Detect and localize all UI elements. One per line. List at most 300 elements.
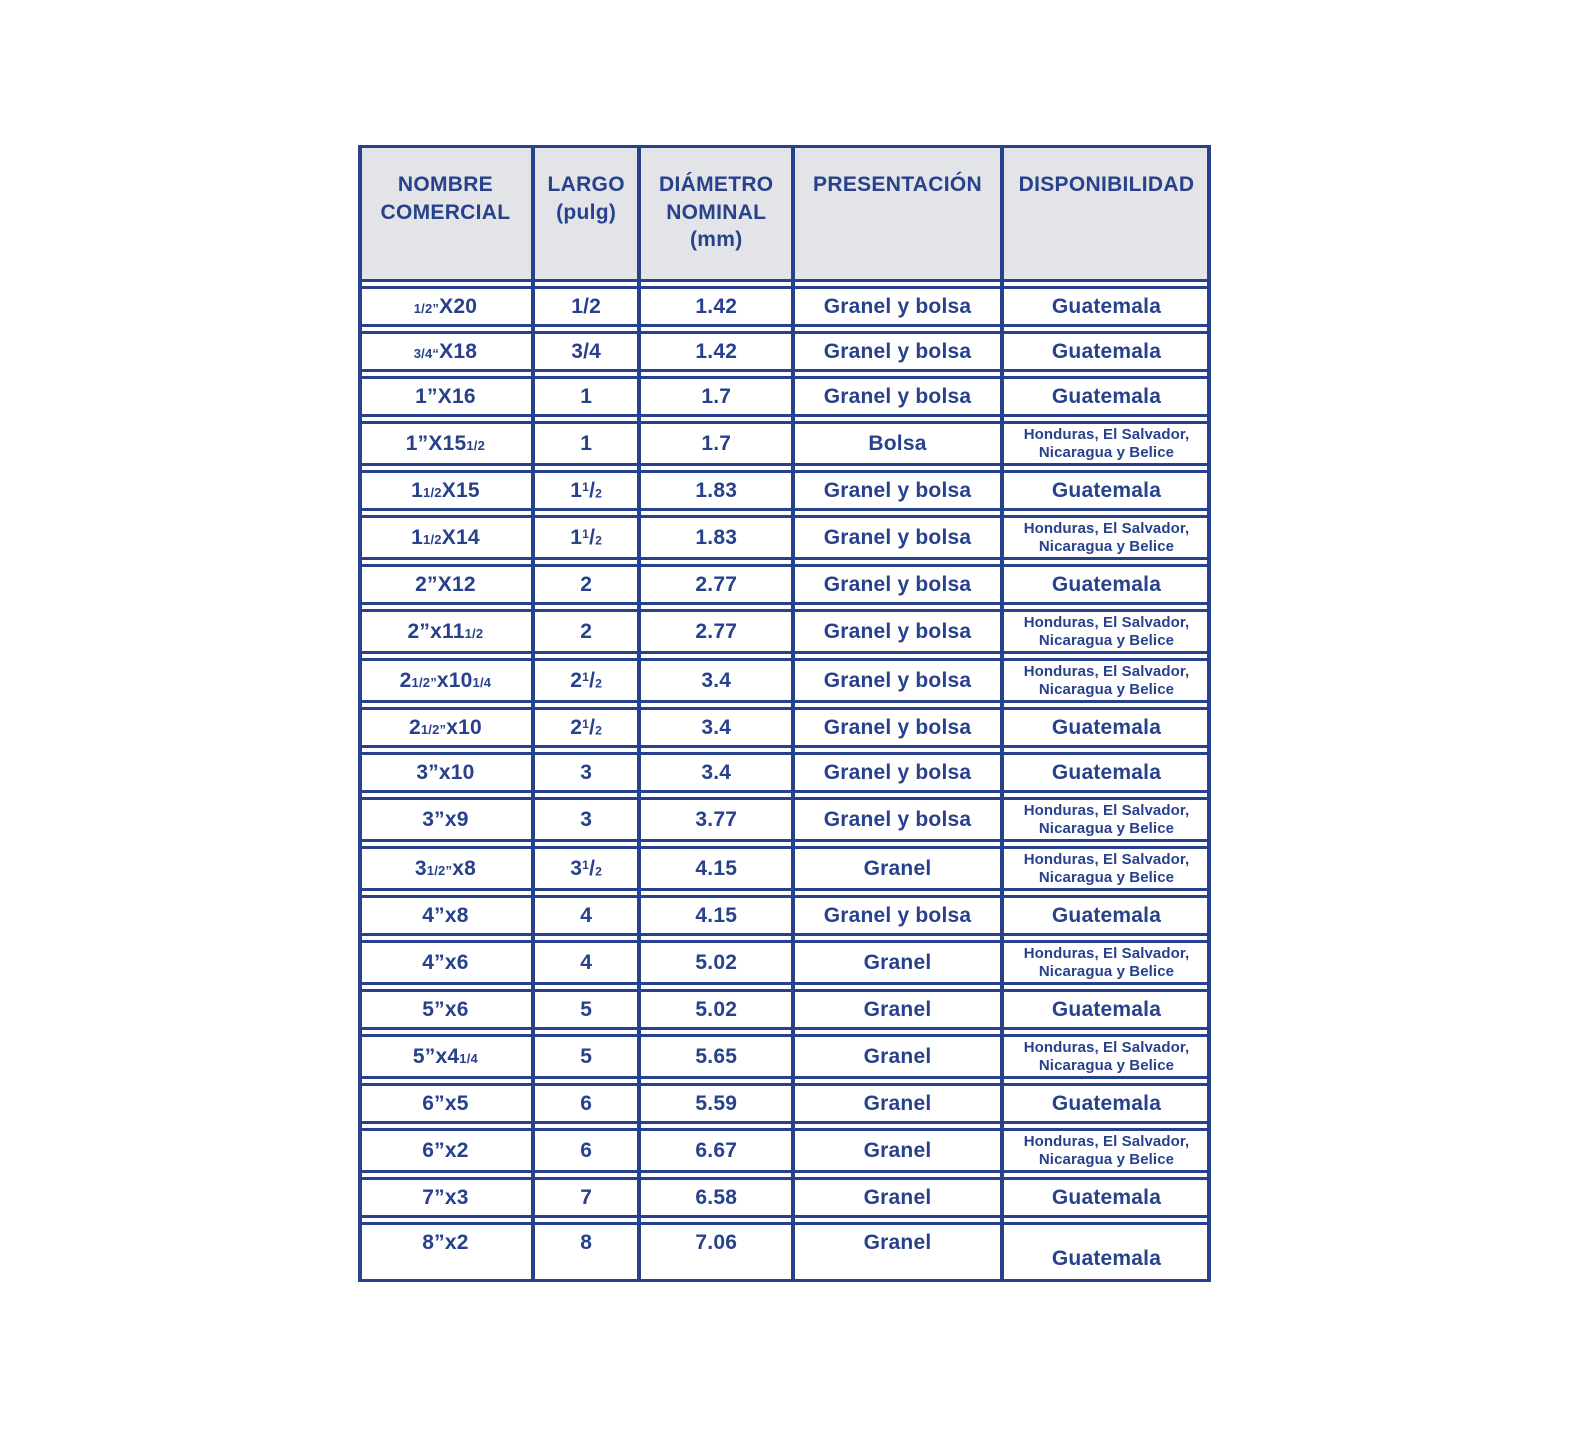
text-segment: 5.65 [695, 1044, 738, 1068]
text-segment: 3.4 [701, 668, 732, 692]
text-segment: 2 [595, 532, 603, 547]
cell-text [415, 385, 476, 409]
cell-text [824, 904, 972, 928]
table-row [358, 658, 1211, 703]
cell-diametro [639, 379, 793, 414]
cell-presentacion [793, 424, 1002, 463]
table-row [358, 707, 1211, 748]
cell-disponibilidad [1002, 661, 1211, 700]
availability-line: Honduras, El Salvador, [1023, 851, 1190, 869]
text-segment: 1”X15 [405, 431, 467, 455]
cell-text [570, 526, 602, 550]
cell-presentacion [793, 710, 1002, 745]
cell-text [570, 479, 602, 503]
text-segment: 2 [580, 572, 593, 596]
text-segment: 1/2 [464, 625, 484, 641]
cell-text [422, 904, 468, 928]
cell-diametro [639, 943, 793, 982]
text-segment: 5 [580, 997, 593, 1021]
table-right-border [1207, 145, 1211, 1282]
cell-text [422, 1139, 468, 1163]
text-segment: 1.7 [701, 384, 732, 408]
text-segment: 1/2 [423, 484, 442, 500]
cell-text [409, 716, 482, 740]
text-segment: 2 [570, 668, 583, 692]
cell-text [864, 998, 932, 1022]
cell-text [695, 1092, 737, 1116]
cell-text [422, 1186, 468, 1210]
cell-nombre [358, 1086, 533, 1121]
text-segment: 3.77 [695, 807, 738, 831]
text-segment: 4 [580, 950, 593, 974]
cell-disponibilidad [1002, 424, 1211, 463]
cell-text [400, 669, 492, 693]
availability-line: Nicaragua y Belice [1038, 868, 1175, 886]
cell-presentacion [793, 943, 1002, 982]
cell-largo [533, 473, 640, 508]
text-segment: x10 [436, 668, 473, 692]
text-segment: 1.83 [695, 478, 738, 502]
cell-presentacion [793, 289, 1002, 324]
cell-presentacion [793, 800, 1002, 839]
text-segment: Granel [863, 997, 932, 1021]
text-segment: 2 [570, 715, 583, 739]
cell-diametro [639, 567, 793, 602]
cell-nombre [358, 379, 533, 414]
text-segment: 6”x2 [422, 1138, 469, 1162]
text-segment: 1/2” [411, 674, 437, 690]
table-row [358, 940, 1211, 985]
text-segment: Granel y bolsa [823, 339, 972, 363]
availability-line: Honduras, El Salvador, [1023, 520, 1190, 538]
text-segment: Granel y bolsa [823, 525, 972, 549]
cell-presentacion [793, 1180, 1002, 1215]
availability-line: Honduras, El Salvador, [1023, 945, 1190, 963]
cell-text [570, 716, 602, 740]
text-segment: Granel y bolsa [823, 572, 972, 596]
text-segment: 4”x8 [422, 903, 469, 927]
cell-presentacion [793, 755, 1002, 790]
cell-text [580, 998, 592, 1022]
cell-text [695, 295, 737, 319]
cell-nombre [358, 518, 533, 557]
cell-disponibilidad [1002, 379, 1211, 414]
cell-nombre [358, 710, 533, 745]
cell-disponibilidad [1002, 334, 1211, 369]
cell-text [580, 620, 592, 644]
cell-text [824, 669, 972, 693]
text-segment: X18 [439, 339, 478, 363]
text-segment: 1 [411, 478, 424, 502]
cell-nombre [358, 473, 533, 508]
cell-largo [533, 1086, 640, 1121]
header-line: COMERCIAL [380, 200, 511, 224]
table-row [358, 1128, 1211, 1173]
text-segment: 7”x3 [422, 1185, 469, 1209]
cell-text [695, 808, 737, 832]
text-segment: 2 [595, 485, 603, 500]
cell-diametro [639, 289, 793, 324]
cell-text [701, 432, 731, 456]
cell-diametro [639, 1086, 793, 1121]
cell-text [580, 1139, 592, 1163]
text-segment: Granel [863, 1231, 932, 1254]
cell-largo [533, 567, 640, 602]
text-segment: 8 [580, 1231, 593, 1254]
cell-text [695, 526, 737, 550]
cell-text [580, 808, 592, 832]
text-segment: 1.7 [701, 431, 732, 455]
text-segment: Granel y bolsa [823, 384, 972, 408]
cell-disponibilidad [1002, 755, 1211, 790]
table-row [358, 989, 1211, 1030]
text-segment: 5”x4 [412, 1044, 460, 1068]
cell-disponibilidad [1002, 943, 1211, 982]
cell-text [824, 761, 972, 785]
text-segment: 7.06 [695, 1231, 738, 1254]
table-row [358, 470, 1211, 511]
cell-presentacion [793, 612, 1002, 651]
cell-text [695, 998, 737, 1022]
text-segment: 1.83 [695, 525, 738, 549]
cell-presentacion [793, 992, 1002, 1027]
text-segment: Bolsa [868, 431, 927, 455]
cell-largo [533, 1037, 640, 1076]
header-line: NOMINAL [666, 200, 767, 224]
text-segment: 1/2 [571, 294, 602, 318]
cell-largo [533, 800, 640, 839]
cell-presentacion [793, 334, 1002, 369]
cell-diametro [639, 424, 793, 463]
cell-text [580, 1045, 592, 1069]
cell-text [824, 808, 972, 832]
text-segment: / [589, 856, 596, 880]
cell-text [695, 340, 737, 364]
cell-text [864, 1231, 932, 1255]
text-segment: 5.02 [695, 997, 738, 1021]
text-segment: 3.4 [701, 760, 732, 784]
cell-diametro [639, 1225, 793, 1279]
cell-diametro [639, 1037, 793, 1076]
cell-nombre [358, 849, 533, 888]
availability-line: Honduras, El Salvador, [1023, 663, 1190, 681]
cell-text [824, 340, 972, 364]
cell-text [695, 1231, 737, 1255]
text-segment: 1.42 [695, 339, 738, 363]
cell-largo [533, 1180, 640, 1215]
cell-text [422, 1231, 468, 1255]
availability-line: Guatemala [1051, 760, 1162, 784]
table-row [358, 846, 1211, 891]
text-segment: 3 [414, 856, 427, 880]
availability-line: Nicaragua y Belice [1038, 680, 1175, 698]
text-segment: 1/4 [459, 1050, 478, 1066]
cell-text [422, 808, 468, 832]
text-segment: Granel y bolsa [823, 294, 972, 318]
cell-presentacion [793, 1225, 1002, 1279]
availability-line: Guatemala [1051, 715, 1162, 739]
text-segment: Granel [863, 1185, 932, 1209]
availability-line: Guatemala [1051, 572, 1162, 596]
text-segment: 1”X16 [415, 384, 476, 408]
cell-disponibilidad [1002, 710, 1211, 745]
cell-text [868, 432, 926, 456]
header-line: NOMBRE [397, 173, 493, 196]
header-nombre [358, 148, 533, 279]
availability-line: Nicaragua y Belice [1038, 962, 1175, 980]
text-segment: X15 [441, 478, 480, 502]
availability-line: Honduras, El Salvador, [1023, 1039, 1190, 1057]
cell-text [864, 951, 932, 975]
cell-diametro [639, 800, 793, 839]
cell-text [406, 432, 485, 456]
cell-disponibilidad [1002, 1180, 1211, 1215]
cell-nombre [358, 567, 533, 602]
text-segment: X14 [441, 525, 480, 549]
cell-text [571, 295, 601, 319]
cell-disponibilidad [1002, 1131, 1211, 1170]
column-divider [637, 145, 641, 1282]
cell-text [701, 716, 731, 740]
availability-line: Guatemala [1051, 1091, 1162, 1115]
text-segment: Granel [863, 1091, 932, 1115]
cell-nombre [358, 661, 533, 700]
table-left-border [358, 145, 362, 1282]
text-segment: 3 [580, 760, 593, 784]
cell-text [408, 620, 484, 644]
text-segment: 1 [582, 479, 590, 494]
availability-line: Guatemala [1051, 478, 1162, 502]
cell-text [580, 385, 592, 409]
text-segment: 3”x10 [416, 760, 475, 784]
cell-text [580, 951, 592, 975]
cell-text [695, 1045, 737, 1069]
cell-nombre [358, 898, 533, 933]
text-segment: 6 [580, 1091, 593, 1115]
cell-text [571, 340, 601, 364]
availability-line: Guatemala [1051, 294, 1162, 318]
cell-disponibilidad [1002, 849, 1211, 888]
cell-diametro [639, 992, 793, 1027]
column-divider [791, 145, 795, 1282]
cell-presentacion [793, 379, 1002, 414]
text-segment: 1/2 [423, 531, 442, 547]
cell-largo [533, 612, 640, 651]
cell-text [580, 432, 592, 456]
cell-disponibilidad [1002, 1225, 1211, 1279]
cell-text [695, 1186, 737, 1210]
cell-diametro [639, 473, 793, 508]
text-segment: Granel [863, 950, 932, 974]
cell-largo [533, 755, 640, 790]
text-segment: Granel [863, 856, 932, 880]
cell-nombre [358, 334, 533, 369]
cell-text [824, 573, 972, 597]
header-line: DIÁMETRO [659, 173, 774, 196]
cell-text [422, 951, 468, 975]
cell-nombre [358, 992, 533, 1027]
cell-text [580, 573, 592, 597]
text-segment: x8 [452, 856, 476, 880]
cell-text [864, 1139, 932, 1163]
cell-presentacion [793, 1131, 1002, 1170]
cell-nombre [358, 1037, 533, 1076]
cell-text [416, 761, 474, 785]
header-diametro [639, 148, 793, 279]
table-row [358, 286, 1211, 327]
cell-largo [533, 992, 640, 1027]
text-segment: 2”x11 [407, 619, 465, 643]
text-segment: 2”X12 [415, 572, 476, 596]
cell-text [864, 1045, 932, 1069]
product-spec-table [358, 145, 1211, 1282]
text-segment: 2.77 [695, 619, 738, 643]
text-segment: 3 [570, 856, 583, 880]
availability-line: Nicaragua y Belice [1038, 537, 1175, 555]
text-segment: 2 [399, 668, 412, 692]
text-segment: X20 [439, 294, 478, 318]
text-segment: Granel y bolsa [823, 478, 972, 502]
cell-text [701, 669, 731, 693]
text-segment: 2 [580, 619, 593, 643]
cell-text [422, 1092, 468, 1116]
text-segment: 6.58 [695, 1185, 738, 1209]
cell-text [580, 1186, 592, 1210]
text-segment: / [589, 668, 596, 692]
cell-text [864, 857, 932, 881]
cell-disponibilidad [1002, 898, 1211, 933]
availability-line: Guatemala [1051, 384, 1162, 408]
cell-nombre [358, 800, 533, 839]
text-segment: 1.42 [695, 294, 738, 318]
cell-text [824, 620, 972, 644]
availability-line: Nicaragua y Belice [1038, 1150, 1175, 1168]
cell-disponibilidad [1002, 992, 1211, 1027]
cell-nombre [358, 1180, 533, 1215]
cell-text [411, 526, 480, 550]
cell-diametro [639, 1131, 793, 1170]
cell-text [580, 1092, 592, 1116]
text-segment: 1/2” [420, 721, 447, 737]
cell-text [824, 526, 972, 550]
cell-disponibilidad [1002, 289, 1211, 324]
cell-text [695, 620, 737, 644]
cell-largo [533, 710, 640, 745]
text-segment: 1/2” [413, 300, 440, 316]
cell-text [695, 1139, 737, 1163]
cell-presentacion [793, 849, 1002, 888]
text-segment: 3.4 [701, 715, 732, 739]
header-disponibilidad [1002, 148, 1211, 279]
text-segment: 1 [582, 669, 590, 684]
text-segment: 1 [580, 384, 593, 408]
text-segment: 2 [595, 675, 603, 690]
cell-largo [533, 424, 640, 463]
cell-diametro [639, 661, 793, 700]
availability-line: Nicaragua y Belice [1038, 631, 1175, 649]
cell-largo [533, 661, 640, 700]
availability-line: Honduras, El Salvador, [1023, 1133, 1190, 1151]
table-row [358, 1034, 1211, 1079]
cell-presentacion [793, 1037, 1002, 1076]
table-row [358, 1083, 1211, 1124]
text-segment: / [589, 525, 596, 549]
availability-line: Honduras, El Salvador, [1023, 426, 1190, 444]
table-row [358, 1222, 1211, 1282]
cell-disponibilidad [1002, 612, 1211, 651]
header-line: PRESENTACIÓN [813, 173, 982, 196]
availability-line: Honduras, El Salvador, [1023, 802, 1190, 820]
cell-diametro [639, 710, 793, 745]
cell-text [695, 951, 737, 975]
availability-line: Nicaragua y Belice [1038, 1056, 1175, 1074]
text-segment: Granel y bolsa [823, 668, 972, 692]
header-presentacion [793, 148, 1002, 279]
cell-diametro [639, 849, 793, 888]
table-row [358, 376, 1211, 417]
cell-text [413, 1045, 478, 1069]
cell-text [824, 385, 972, 409]
text-segment: 1/4 [472, 674, 492, 690]
text-segment: Granel y bolsa [823, 807, 972, 831]
text-segment: 6.67 [695, 1138, 738, 1162]
text-segment: 1 [580, 431, 593, 455]
text-segment: 4.15 [695, 903, 738, 927]
text-segment: 8”x2 [422, 1231, 469, 1254]
text-segment: 1/2 [466, 437, 486, 453]
text-segment: 3/4“ [413, 345, 440, 361]
availability-line: Guatemala [1051, 997, 1162, 1021]
cell-nombre [358, 943, 533, 982]
cell-presentacion [793, 567, 1002, 602]
cell-largo [533, 849, 640, 888]
cell-text [414, 340, 477, 364]
availability-line: Honduras, El Salvador, [1023, 614, 1190, 632]
availability-line: Guatemala [1051, 1185, 1162, 1209]
cell-presentacion [793, 898, 1002, 933]
cell-disponibilidad [1002, 1086, 1211, 1121]
cell-diametro [639, 898, 793, 933]
text-segment: x10 [446, 715, 482, 739]
availability-line: Guatemala [1051, 903, 1162, 927]
cell-text [695, 857, 737, 881]
cell-text [864, 1186, 932, 1210]
cell-disponibilidad [1002, 567, 1211, 602]
cell-text [695, 904, 737, 928]
table-row [358, 797, 1211, 842]
text-segment: 5 [580, 1044, 593, 1068]
cell-largo [533, 334, 640, 369]
cell-text [701, 761, 731, 785]
availability-line: Guatemala [1051, 339, 1162, 363]
table-header-row [358, 145, 1211, 282]
cell-presentacion [793, 518, 1002, 557]
text-segment: Granel [863, 1044, 932, 1068]
text-segment: / [589, 715, 596, 739]
cell-largo [533, 518, 640, 557]
text-segment: 4”x6 [422, 950, 469, 974]
cell-presentacion [793, 661, 1002, 700]
cell-diametro [639, 334, 793, 369]
table-row [358, 752, 1211, 793]
cell-largo [533, 898, 640, 933]
table-body [358, 286, 1211, 1282]
cell-nombre [358, 612, 533, 651]
cell-text [695, 573, 737, 597]
cell-presentacion [793, 1086, 1002, 1121]
text-segment: 1 [570, 478, 583, 502]
text-segment: 7 [580, 1185, 593, 1209]
